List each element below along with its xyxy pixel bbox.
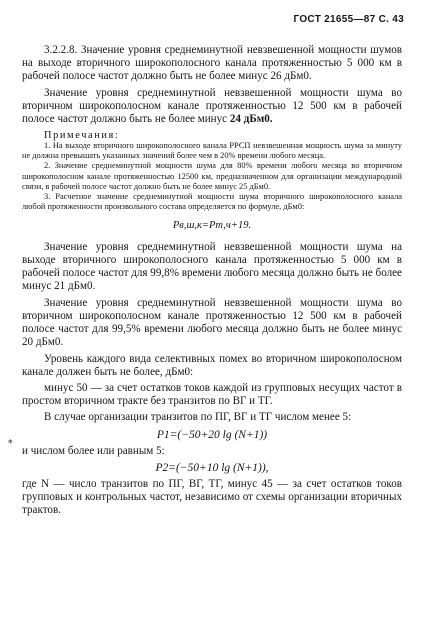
- paragraph-selective: Уровень каждого вида селективных помех во вторичном широкополосном канале должен быть не более, дБм0:: [22, 352, 402, 378]
- paragraph-12500km: [22, 87, 402, 127]
- note-2: 2. Значение среднеминутной мощности шума для 80% времени любого месяца во вторичном широкополосном канале протяженностью 12500 км, предназначенном для организации международной связи, в рабочей полосе частот должно быть не более минус 25 дБм0.: [22, 161, 402, 191]
- paragraph-more-5: и числом более или равным 5:: [22, 444, 165, 457]
- paragraph-99-8: Значение уровня среднеминутной невзвешенной мощности шума на выходе вторичного широкополосного канала протяженностью 5 000 км в рабочей полосе частот для 99,8% времени любого месяца должно быть не более минус 21 дБм0.: [22, 240, 402, 293]
- note-1: 1. На выходе вторичного широкополосного канала РРСП невзвешенная мощность шума за минуту не должна превышать указанных значений более чем в 20% времени любого месяца.: [22, 141, 402, 161]
- paragraph-12500km-value: 24 дБм0.: [229, 113, 273, 126]
- formula-noise: Pв,ш,к=Pт,ч+19.: [172, 219, 252, 231]
- paragraph-where-n: где N — число транзитов по ПГ, ВГ, ТГ, минус 45 — за счет остатков токов групповых и контрольных частот, независимо от схемы организации вторичных трактов.: [22, 477, 402, 517]
- paragraph-99-5: Значение уровня среднеминутной невзвешенной мощности шума во вторичном широкополосном канале протяженностью 12 500 км в рабочей полосе частот для 99,5% времени любого месяца должно быть не более минус 20 дБм0.: [22, 296, 402, 349]
- page-header: ГОСТ 21655—87 С. 43: [293, 14, 404, 25]
- paragraph-3-2-2-8: 3.2.2.8. Значение уровня среднеминутной невзвешенной мощности шумов на выходе вторичного широкополосного канала протяженностью 5 000 км в рабочей полосе частот должно быть не более минус 26 дБм0.: [22, 44, 402, 83]
- margin-mark: ⁎: [8, 435, 13, 445]
- paragraph-minus-50: минус 50 — за счет остатков токов каждой из групповых несущих частот в простом вторичном тракте без транзитов по ВГ и ТГ.: [22, 381, 402, 408]
- formula-p1: P1=(−50+20 lg (N+1)): [156, 428, 268, 441]
- formula-p2: P2=(−50+10 lg (N+1)),: [155, 461, 269, 474]
- note-3: 3. Расчетное значение среднеминутной мощности шума вторичного широкополосного канала любой протяженности произвольного состава определяется по формуле, дБм0:: [22, 191, 402, 211]
- notes-title: Примечания:: [44, 130, 120, 142]
- paragraph-transits: В случае организации транзитов по ПГ, ВГ и ТГ числом менее 5:: [44, 411, 352, 424]
- paragraph-12500km-text: Значение уровня среднеминутной невзвешенной мощности шума во вторичном широкополосном канале протяженностью 12 500 км в рабочей полосе частот должно быть не более минус: [22, 86, 402, 126]
- document-page: [22, 44, 402, 517]
